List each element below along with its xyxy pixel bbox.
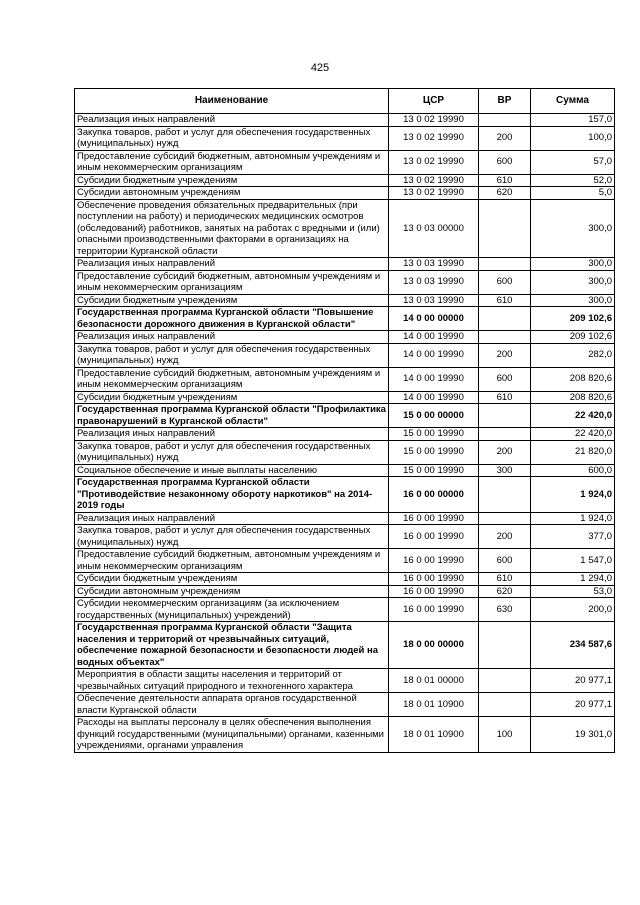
cell-vr: 610 (479, 294, 531, 307)
cell-sum: 234 587,6 (531, 622, 615, 669)
cell-sum: 5,0 (531, 187, 615, 200)
cell-name: Государственная программа Курганской области "Повышение безопасности дорожного движения в Курганской области" (75, 307, 389, 331)
table-row (75, 717, 615, 753)
cell-name: Социальное обеспечение и иные выплаты населению (75, 464, 389, 477)
table-row (75, 294, 615, 307)
cell-csr: 13 0 02 19990 (389, 114, 479, 127)
cell-sum: 300,0 (531, 270, 615, 294)
table-row (75, 440, 615, 464)
cell-csr: 15 0 00 00000 (389, 404, 479, 428)
cell-vr (479, 622, 531, 669)
cell-name: Реализация иных направлений (75, 258, 389, 271)
cell-sum: 300,0 (531, 294, 615, 307)
cell-name: Предоставление субсидий бюджетным, автономным учреждениям и иным некоммерческим организациям (75, 549, 389, 573)
cell-csr: 16 0 00 19990 (389, 525, 479, 549)
table-row (75, 367, 615, 391)
cell-name: Субсидии бюджетным учреждениям (75, 294, 389, 307)
cell-csr: 14 0 00 19990 (389, 391, 479, 404)
page-number: 425 (310, 62, 330, 74)
cell-name: Предоставление субсидий бюджетным, автономным учреждениям и иным некоммерческим организациям (75, 367, 389, 391)
cell-name: Закупка товаров, работ и услуг для обеспечения государственных (муниципальных) нужд (75, 126, 389, 150)
cell-sum: 208 820,6 (531, 367, 615, 391)
table-row (75, 270, 615, 294)
table-row (75, 199, 615, 258)
cell-csr: 13 0 02 19990 (389, 187, 479, 200)
table-header (75, 89, 615, 114)
cell-csr: 16 0 00 19990 (389, 512, 479, 525)
header-vr: ВР (479, 89, 531, 114)
cell-vr: 620 (479, 187, 531, 200)
cell-vr: 200 (479, 525, 531, 549)
table-row (75, 585, 615, 598)
cell-vr (479, 307, 531, 331)
cell-csr: 18 0 01 10900 (389, 717, 479, 753)
cell-sum: 53,0 (531, 585, 615, 598)
cell-vr: 300 (479, 464, 531, 477)
cell-name: Закупка товаров, работ и услуг для обеспечения государственных (муниципальных) нужд (75, 343, 389, 367)
cell-vr (479, 669, 531, 693)
cell-vr (479, 331, 531, 344)
cell-sum: 377,0 (531, 525, 615, 549)
cell-vr: 600 (479, 549, 531, 573)
cell-csr: 16 0 00 19990 (389, 598, 479, 622)
cell-vr: 610 (479, 573, 531, 586)
cell-csr: 18 0 01 00000 (389, 669, 479, 693)
table-row (75, 622, 615, 669)
cell-csr: 13 0 03 19990 (389, 294, 479, 307)
cell-sum: 52,0 (531, 174, 615, 187)
cell-name: Расходы на выплаты персоналу в целях обеспечения выполнения функций государственными (муниципальными) органами, казенными учреждениями, органами управления (75, 717, 389, 753)
cell-name: Закупка товаров, работ и услуг для обеспечения государственных (муниципальных) нужд (75, 525, 389, 549)
table-row (75, 391, 615, 404)
cell-name: Реализация иных направлений (75, 331, 389, 344)
cell-name: Реализация иных направлений (75, 428, 389, 441)
cell-vr: 200 (479, 343, 531, 367)
cell-sum: 600,0 (531, 464, 615, 477)
cell-sum: 200,0 (531, 598, 615, 622)
cell-name: Реализация иных направлений (75, 114, 389, 127)
table-row (75, 693, 615, 717)
cell-vr: 600 (479, 150, 531, 174)
table-row (75, 114, 615, 127)
table-row (75, 573, 615, 586)
cell-name: Субсидии некоммерческим организациям (за исключением государственных (муниципальных) учреждений) (75, 598, 389, 622)
table-body (75, 114, 615, 753)
cell-csr: 15 0 00 19990 (389, 440, 479, 464)
cell-sum: 100,0 (531, 126, 615, 150)
cell-csr: 13 0 03 00000 (389, 199, 479, 258)
cell-sum: 22 420,0 (531, 428, 615, 441)
cell-sum: 1 294,0 (531, 573, 615, 586)
table-row (75, 525, 615, 549)
cell-vr: 600 (479, 270, 531, 294)
table-row (75, 549, 615, 573)
cell-name: Субсидии бюджетным учреждениям (75, 174, 389, 187)
table-row (75, 512, 615, 525)
cell-vr: 630 (479, 598, 531, 622)
cell-vr (479, 693, 531, 717)
cell-name: Обеспечение деятельности аппарата органов государственной власти Курганской области (75, 693, 389, 717)
cell-sum: 20 977,1 (531, 669, 615, 693)
cell-csr: 18 0 01 10900 (389, 693, 479, 717)
cell-sum: 282,0 (531, 343, 615, 367)
cell-sum: 209 102,6 (531, 307, 615, 331)
cell-name: Субсидии бюджетным учреждениям (75, 573, 389, 586)
cell-csr: 16 0 00 19990 (389, 573, 479, 586)
cell-sum: 1 924,0 (531, 512, 615, 525)
header-name: Наименование (75, 89, 389, 114)
table-row (75, 307, 615, 331)
table-row (75, 404, 615, 428)
table-row (75, 126, 615, 150)
cell-csr: 15 0 00 19990 (389, 428, 479, 441)
cell-name: Субсидии автономным учреждениям (75, 187, 389, 200)
table-row (75, 174, 615, 187)
cell-vr (479, 428, 531, 441)
cell-csr: 13 0 03 19990 (389, 270, 479, 294)
cell-csr: 13 0 02 19990 (389, 174, 479, 187)
cell-name: Предоставление субсидий бюджетным, автономным учреждениям и иным некоммерческим организациям (75, 150, 389, 174)
cell-name: Реализация иных направлений (75, 512, 389, 525)
cell-vr (479, 512, 531, 525)
cell-csr: 15 0 00 19990 (389, 464, 479, 477)
cell-name: Обеспечение проведения обязательных предварительных (при поступлении на работу) и периодических медицинских осмотров (обследований) работников, занятых на работах с вредными и (или) опасными производственными факторами в организациях на территории Курганской области (75, 199, 389, 258)
table-row (75, 464, 615, 477)
table-row (75, 187, 615, 200)
cell-vr: 600 (479, 367, 531, 391)
cell-csr: 14 0 00 19990 (389, 367, 479, 391)
cell-name: Субсидии бюджетным учреждениям (75, 391, 389, 404)
header-csr: ЦСР (389, 89, 479, 114)
cell-name: Государственная программа Курганской области "Противодействие незаконному обороту наркотиков" на 2014-2019 годы (75, 477, 389, 513)
cell-sum: 19 301,0 (531, 717, 615, 753)
cell-csr: 13 0 03 19990 (389, 258, 479, 271)
header-sum: Сумма (531, 89, 615, 114)
table-row (75, 258, 615, 271)
cell-vr: 200 (479, 440, 531, 464)
cell-vr (479, 199, 531, 258)
cell-csr: 13 0 02 19990 (389, 126, 479, 150)
cell-csr: 13 0 02 19990 (389, 150, 479, 174)
cell-name: Мероприятия в области защиты населения и территорий от чрезвычайных ситуаций природного и техногенного характера (75, 669, 389, 693)
cell-vr (479, 477, 531, 513)
cell-vr (479, 258, 531, 271)
cell-sum: 157,0 (531, 114, 615, 127)
cell-sum: 300,0 (531, 199, 615, 258)
cell-sum: 21 820,0 (531, 440, 615, 464)
cell-csr: 18 0 00 00000 (389, 622, 479, 669)
cell-sum: 1 547,0 (531, 549, 615, 573)
cell-name: Государственная программа Курганской области "Защита населения и территорий от чрезвычайных ситуаций, обеспечение пожарной безопасности и безопасности людей на водных объектах" (75, 622, 389, 669)
cell-vr (479, 114, 531, 127)
cell-vr: 200 (479, 126, 531, 150)
table-row (75, 669, 615, 693)
table-row (75, 428, 615, 441)
cell-sum: 1 924,0 (531, 477, 615, 513)
cell-csr: 14 0 00 19990 (389, 343, 479, 367)
cell-name: Предоставление субсидий бюджетным, автономным учреждениям и иным некоммерческим организациям (75, 270, 389, 294)
cell-sum: 57,0 (531, 150, 615, 174)
cell-vr: 610 (479, 391, 531, 404)
cell-csr: 16 0 00 00000 (389, 477, 479, 513)
cell-name: Государственная программа Курганской области "Профилактика правонарушений в Курганской области" (75, 404, 389, 428)
cell-csr: 16 0 00 19990 (389, 549, 479, 573)
cell-sum: 209 102,6 (531, 331, 615, 344)
table-row (75, 343, 615, 367)
cell-vr: 610 (479, 174, 531, 187)
table-row (75, 598, 615, 622)
table-row (75, 477, 615, 513)
cell-sum: 20 977,1 (531, 693, 615, 717)
cell-sum: 208 820,6 (531, 391, 615, 404)
cell-vr: 620 (479, 585, 531, 598)
table-row (75, 150, 615, 174)
cell-name: Закупка товаров, работ и услуг для обеспечения государственных (муниципальных) нужд (75, 440, 389, 464)
budget-table (74, 88, 615, 753)
cell-csr: 14 0 00 00000 (389, 307, 479, 331)
cell-csr: 16 0 00 19990 (389, 585, 479, 598)
cell-name: Субсидии автономным учреждениям (75, 585, 389, 598)
cell-csr: 14 0 00 19990 (389, 331, 479, 344)
cell-vr (479, 404, 531, 428)
cell-sum: 22 420,0 (531, 404, 615, 428)
cell-sum: 300,0 (531, 258, 615, 271)
cell-vr: 100 (479, 717, 531, 753)
table-row (75, 331, 615, 344)
